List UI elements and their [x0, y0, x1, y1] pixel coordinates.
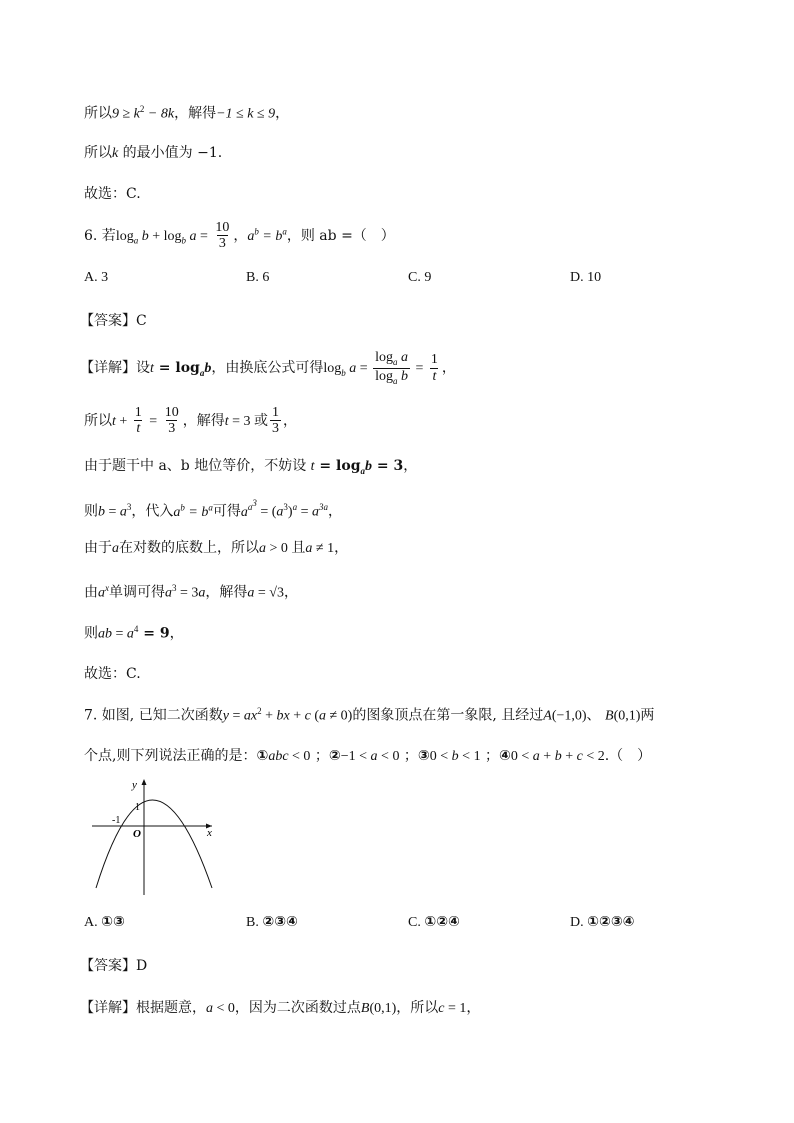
- origin-label: O: [133, 828, 141, 840]
- line-k-min: 所以k 的最小值为 −1.: [84, 145, 223, 161]
- parabola-curve: [96, 800, 212, 888]
- detail-6-line4: 则$b = a^3$，代入$a^b = b^a$可得$a^{a^3} = (a^3)^a = a^{3a}$，: [84, 498, 342, 520]
- answer-6: 【答案】C: [80, 313, 147, 329]
- detail-6-line8: 故选：C.: [84, 666, 141, 682]
- y-axis-label: y: [132, 779, 137, 791]
- y-axis-arrow: [142, 779, 147, 785]
- q7-option-a[interactable]: A. ①③: [84, 914, 125, 930]
- detail-7-line1: 【详解】根据题意，a < 0，因为二次函数过点B(0,1)，所以c = 1，: [80, 1000, 481, 1016]
- tick-label-neg1: -1: [112, 815, 121, 826]
- q6-option-c[interactable]: C. 9: [408, 270, 432, 285]
- detail-6-line5: 由于a在对数的底数上，所以a > 0 且a ≠ 1，: [84, 540, 349, 556]
- q6-option-a[interactable]: A. 3: [84, 270, 109, 285]
- question-7-line2: 个点,则下列说法正确的是：①abc < 0 ；②−1 < a < 0 ；③0 < b < 1 ；④0 < a + b + c < 2.（ ）: [84, 748, 652, 764]
- line-answer-c-1: 故选：C.: [84, 186, 141, 202]
- parabola-graph: [88, 775, 228, 900]
- detail-6-line6: 由$a^x$单调可得$a^3 = 3a$，解得a = √3，: [84, 583, 298, 601]
- detail-6-line3: 由于题干中 a、b 地位等价，不妨设 $t = \log_ab = 3$，: [84, 458, 418, 476]
- q7-option-b[interactable]: B. ②③④: [246, 914, 298, 930]
- tick-label-1: 1: [135, 802, 140, 813]
- answer-7: 【答案】D: [80, 958, 148, 974]
- q7-option-c[interactable]: C. ①②④: [408, 914, 460, 930]
- question-6: 6. 若$\log_a b + \log_b a$ = $\frac{10}{3}$ ，$a^b = b^a$，则 ab =（ ）: [84, 220, 395, 252]
- detail-6-line1: 【详解】设$t = \log_ab$，由换底公式可得$\log_b a$ = $\frac{\log_a a}{\log_a b}$ = $\frac{1}{t}$ ，: [80, 350, 456, 386]
- detail-6-line2: 所以t + $\frac{1}{t}$ = $\frac{10}{3}$ ，解得t = 3 或 $\frac{1}{3}$ ，: [84, 405, 297, 437]
- x-axis-label: x: [207, 827, 212, 839]
- q6-option-d[interactable]: D. 10: [570, 270, 602, 285]
- line-k-inequality: 所以$9 \ge k^2 - 8k$，解得−1 ≤ k ≤ 9，: [84, 104, 290, 122]
- question-7-line1: 7. 如图, 已知二次函数$y = ax^2$ + bx + c (a ≠ 0)的图象顶点在第一象限, 且经过A(−1,0)、 B(0,1)两: [84, 706, 655, 724]
- detail-6-line7: 则ab = $a^4 = 9$，: [84, 624, 184, 642]
- q7-option-d[interactable]: D. ①②③④: [570, 914, 635, 930]
- q6-option-b[interactable]: B. 6: [246, 270, 270, 285]
